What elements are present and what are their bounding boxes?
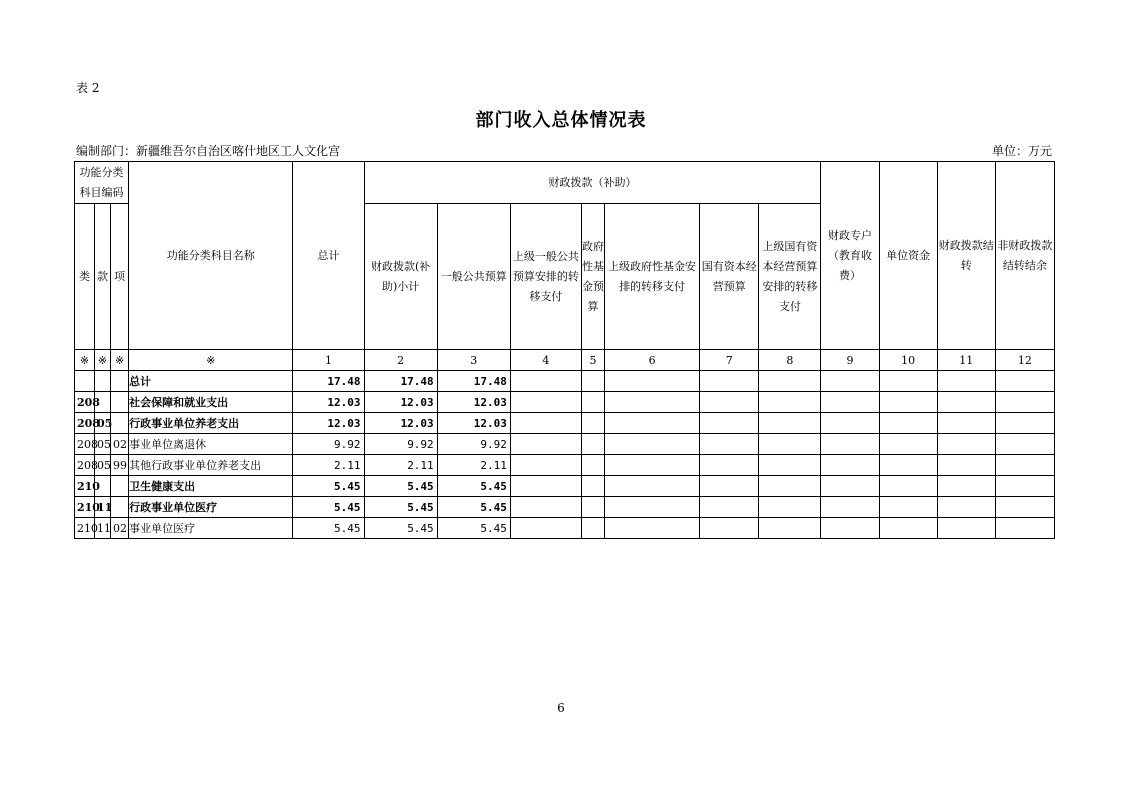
empty-cell [700, 476, 759, 497]
empty-cell [604, 476, 699, 497]
total-cell: 12.03 [293, 413, 364, 434]
total-cell: 2.11 [293, 455, 364, 476]
empty-cell [510, 476, 581, 497]
empty-cell [937, 497, 995, 518]
kuan-cell: 05 [95, 413, 111, 434]
xiang-cell [111, 497, 129, 518]
fiscal-subtotal-cell: 12.03 [364, 392, 437, 413]
empty-cell [937, 455, 995, 476]
page-number: 6 [557, 701, 565, 715]
empty-cell [604, 455, 699, 476]
general-budget-cell: 5.45 [437, 497, 510, 518]
empty-cell [604, 392, 699, 413]
empty-cell [510, 434, 581, 455]
empty-cell [510, 392, 581, 413]
index-cell: 8 [759, 350, 821, 371]
empty-cell [937, 476, 995, 497]
index-cell: 2 [364, 350, 437, 371]
lei-cell: 208 [75, 413, 95, 434]
table-row [75, 434, 1055, 455]
lei-cell: 208 [75, 392, 95, 413]
xiang-cell [111, 413, 129, 434]
empty-cell [604, 413, 699, 434]
empty-cell [759, 497, 821, 518]
empty-cell [821, 497, 879, 518]
empty-cell [510, 455, 581, 476]
index-cell: ※ [95, 350, 111, 371]
index-cell: ※ [129, 350, 293, 371]
empty-cell [879, 518, 937, 539]
total-cell: 9.92 [293, 434, 364, 455]
table-row [75, 392, 1055, 413]
empty-cell [604, 518, 699, 539]
empty-cell [821, 371, 879, 392]
general-budget-cell: 12.03 [437, 413, 510, 434]
lei-cell: 210 [75, 476, 95, 497]
general-budget-cell: 9.92 [437, 434, 510, 455]
gov-fund-header: 政府性基金预算 [581, 204, 604, 350]
empty-cell [937, 371, 995, 392]
index-cell: 9 [821, 350, 879, 371]
index-cell: 6 [604, 350, 699, 371]
empty-cell [581, 434, 604, 455]
table-row [75, 518, 1055, 539]
general-budget-cell: 2.11 [437, 455, 510, 476]
empty-cell [821, 434, 879, 455]
kuan-cell: 05 [95, 434, 111, 455]
empty-cell [995, 497, 1054, 518]
index-cell: 7 [700, 350, 759, 371]
total-cell: 5.45 [293, 476, 364, 497]
empty-cell [581, 497, 604, 518]
xiang-cell [111, 392, 129, 413]
index-cell: 11 [937, 350, 995, 371]
index-cell: 3 [437, 350, 510, 371]
table-row [75, 497, 1055, 518]
subject-name-cell: 卫生健康支出 [129, 476, 293, 497]
kuan-header: 款 [95, 204, 111, 350]
kuan-cell: 11 [95, 518, 111, 539]
kuan-cell [95, 371, 111, 392]
empty-cell [510, 413, 581, 434]
lei-cell: 210 [75, 497, 95, 518]
xiang-cell: 02 [111, 518, 129, 539]
data-rows [75, 371, 1055, 539]
empty-cell [995, 392, 1054, 413]
fiscal-subtotal-header: 财政拨款(补助)小计 [364, 204, 437, 350]
xiang-cell [111, 476, 129, 497]
empty-cell [510, 497, 581, 518]
table-row [75, 455, 1055, 476]
department-line: 编制部门：新疆维吾尔自治区喀什地区工人文化宫 [76, 144, 341, 158]
empty-cell [604, 497, 699, 518]
empty-cell [879, 413, 937, 434]
income-summary-table [74, 161, 1055, 539]
total-header: 总计 [293, 162, 364, 350]
kuan-cell: 05 [95, 455, 111, 476]
empty-cell [995, 371, 1054, 392]
empty-cell [937, 392, 995, 413]
general-budget-cell: 12.03 [437, 392, 510, 413]
lei-header: 类 [75, 204, 95, 350]
empty-cell [700, 434, 759, 455]
fiscal-carryover-header: 财政拨款结转 [937, 162, 995, 350]
subject-name-cell: 事业单位离退休 [129, 434, 293, 455]
empty-cell [581, 371, 604, 392]
index-cell: 10 [879, 350, 937, 371]
empty-cell [937, 518, 995, 539]
general-budget-header: 一般公共预算 [437, 204, 510, 350]
index-cell: 5 [581, 350, 604, 371]
fiscal-subtotal-cell: 2.11 [364, 455, 437, 476]
empty-cell [821, 392, 879, 413]
empty-cell [995, 413, 1054, 434]
empty-cell [510, 518, 581, 539]
empty-cell [700, 371, 759, 392]
upper-general-header: 上级一般公共预算安排的转移支付 [510, 204, 581, 350]
empty-cell [879, 371, 937, 392]
nonfiscal-carryover-header: 非财政拨款结转结余 [995, 162, 1054, 350]
total-cell: 5.45 [293, 518, 364, 539]
empty-cell [581, 392, 604, 413]
empty-cell [995, 518, 1054, 539]
empty-cell [879, 476, 937, 497]
total-cell: 5.45 [293, 497, 364, 518]
subject-name-cell: 事业单位医疗 [129, 518, 293, 539]
empty-cell [821, 455, 879, 476]
empty-cell [700, 518, 759, 539]
empty-cell [995, 476, 1054, 497]
fiscal-subtotal-cell: 9.92 [364, 434, 437, 455]
name-header: 功能分类科目名称 [129, 162, 293, 350]
fiscal-subtotal-cell: 17.48 [364, 371, 437, 392]
empty-cell [759, 434, 821, 455]
empty-cell [759, 455, 821, 476]
empty-cell [700, 413, 759, 434]
lei-cell: 210 [75, 518, 95, 539]
fiscal-subtotal-cell: 5.45 [364, 497, 437, 518]
index-cell: 12 [995, 350, 1054, 371]
index-cell: 4 [510, 350, 581, 371]
empty-cell [581, 455, 604, 476]
state-capital-header: 国有资本经营预算 [700, 204, 759, 350]
empty-cell [759, 413, 821, 434]
empty-cell [759, 518, 821, 539]
fiscal-subtotal-cell: 5.45 [364, 518, 437, 539]
empty-cell [759, 392, 821, 413]
empty-cell [604, 371, 699, 392]
upper-state-capital-header: 上级国有资本经营预算安排的转移支付 [759, 204, 821, 350]
unit-line: 单位：万元 [991, 144, 1052, 158]
empty-cell [581, 518, 604, 539]
total-cell: 12.03 [293, 392, 364, 413]
index-row [75, 350, 1055, 371]
index-cell: ※ [111, 350, 129, 371]
empty-cell [581, 476, 604, 497]
xiang-cell: 02 [111, 434, 129, 455]
empty-cell [700, 392, 759, 413]
subject-name-cell: 总计 [129, 371, 293, 392]
empty-cell [995, 434, 1054, 455]
empty-cell [759, 476, 821, 497]
xiang-cell: 99 [111, 455, 129, 476]
xiang-cell [111, 371, 129, 392]
general-budget-cell: 17.48 [437, 371, 510, 392]
fiscal-subtotal-cell: 5.45 [364, 476, 437, 497]
empty-cell [879, 434, 937, 455]
empty-cell [821, 476, 879, 497]
func-code-group-header: 功能分类科目编码 [75, 162, 129, 204]
total-cell: 17.48 [293, 371, 364, 392]
empty-cell [879, 392, 937, 413]
subject-name-cell: 行政事业单位养老支出 [129, 413, 293, 434]
empty-cell [937, 413, 995, 434]
subject-name-cell: 社会保障和就业支出 [129, 392, 293, 413]
xiang-header: 项 [111, 204, 129, 350]
fiscal-subtotal-cell: 12.03 [364, 413, 437, 434]
unit-funds-header: 单位资金 [879, 162, 937, 350]
empty-cell [995, 455, 1054, 476]
empty-cell [510, 371, 581, 392]
empty-cell [700, 455, 759, 476]
empty-cell [879, 455, 937, 476]
table-row [75, 371, 1055, 392]
page-title: 部门收入总体情况表 [475, 110, 647, 131]
empty-cell [700, 497, 759, 518]
empty-cell [879, 497, 937, 518]
empty-cell [759, 371, 821, 392]
empty-cell [821, 413, 879, 434]
index-cell: ※ [75, 350, 95, 371]
lei-cell: 208 [75, 455, 95, 476]
upper-gov-fund-header: 上级政府性基金安排的转移支付 [604, 204, 699, 350]
subject-name-cell: 行政事业单位医疗 [129, 497, 293, 518]
empty-cell [937, 434, 995, 455]
lei-cell: 208 [75, 434, 95, 455]
table-row [75, 476, 1055, 497]
lei-cell [75, 371, 95, 392]
empty-cell [821, 518, 879, 539]
table-label: 表 2 [76, 81, 100, 95]
kuan-cell: 11 [95, 497, 111, 518]
fiscal-special-header: 财政专户（教育收费） [821, 162, 879, 350]
index-cell: 1 [293, 350, 364, 371]
fiscal-group-header: 财政拨款（补助） [364, 162, 821, 204]
empty-cell [604, 434, 699, 455]
general-budget-cell: 5.45 [437, 476, 510, 497]
subject-name-cell: 其他行政事业单位养老支出 [129, 455, 293, 476]
general-budget-cell: 5.45 [437, 518, 510, 539]
empty-cell [581, 413, 604, 434]
table-row [75, 413, 1055, 434]
